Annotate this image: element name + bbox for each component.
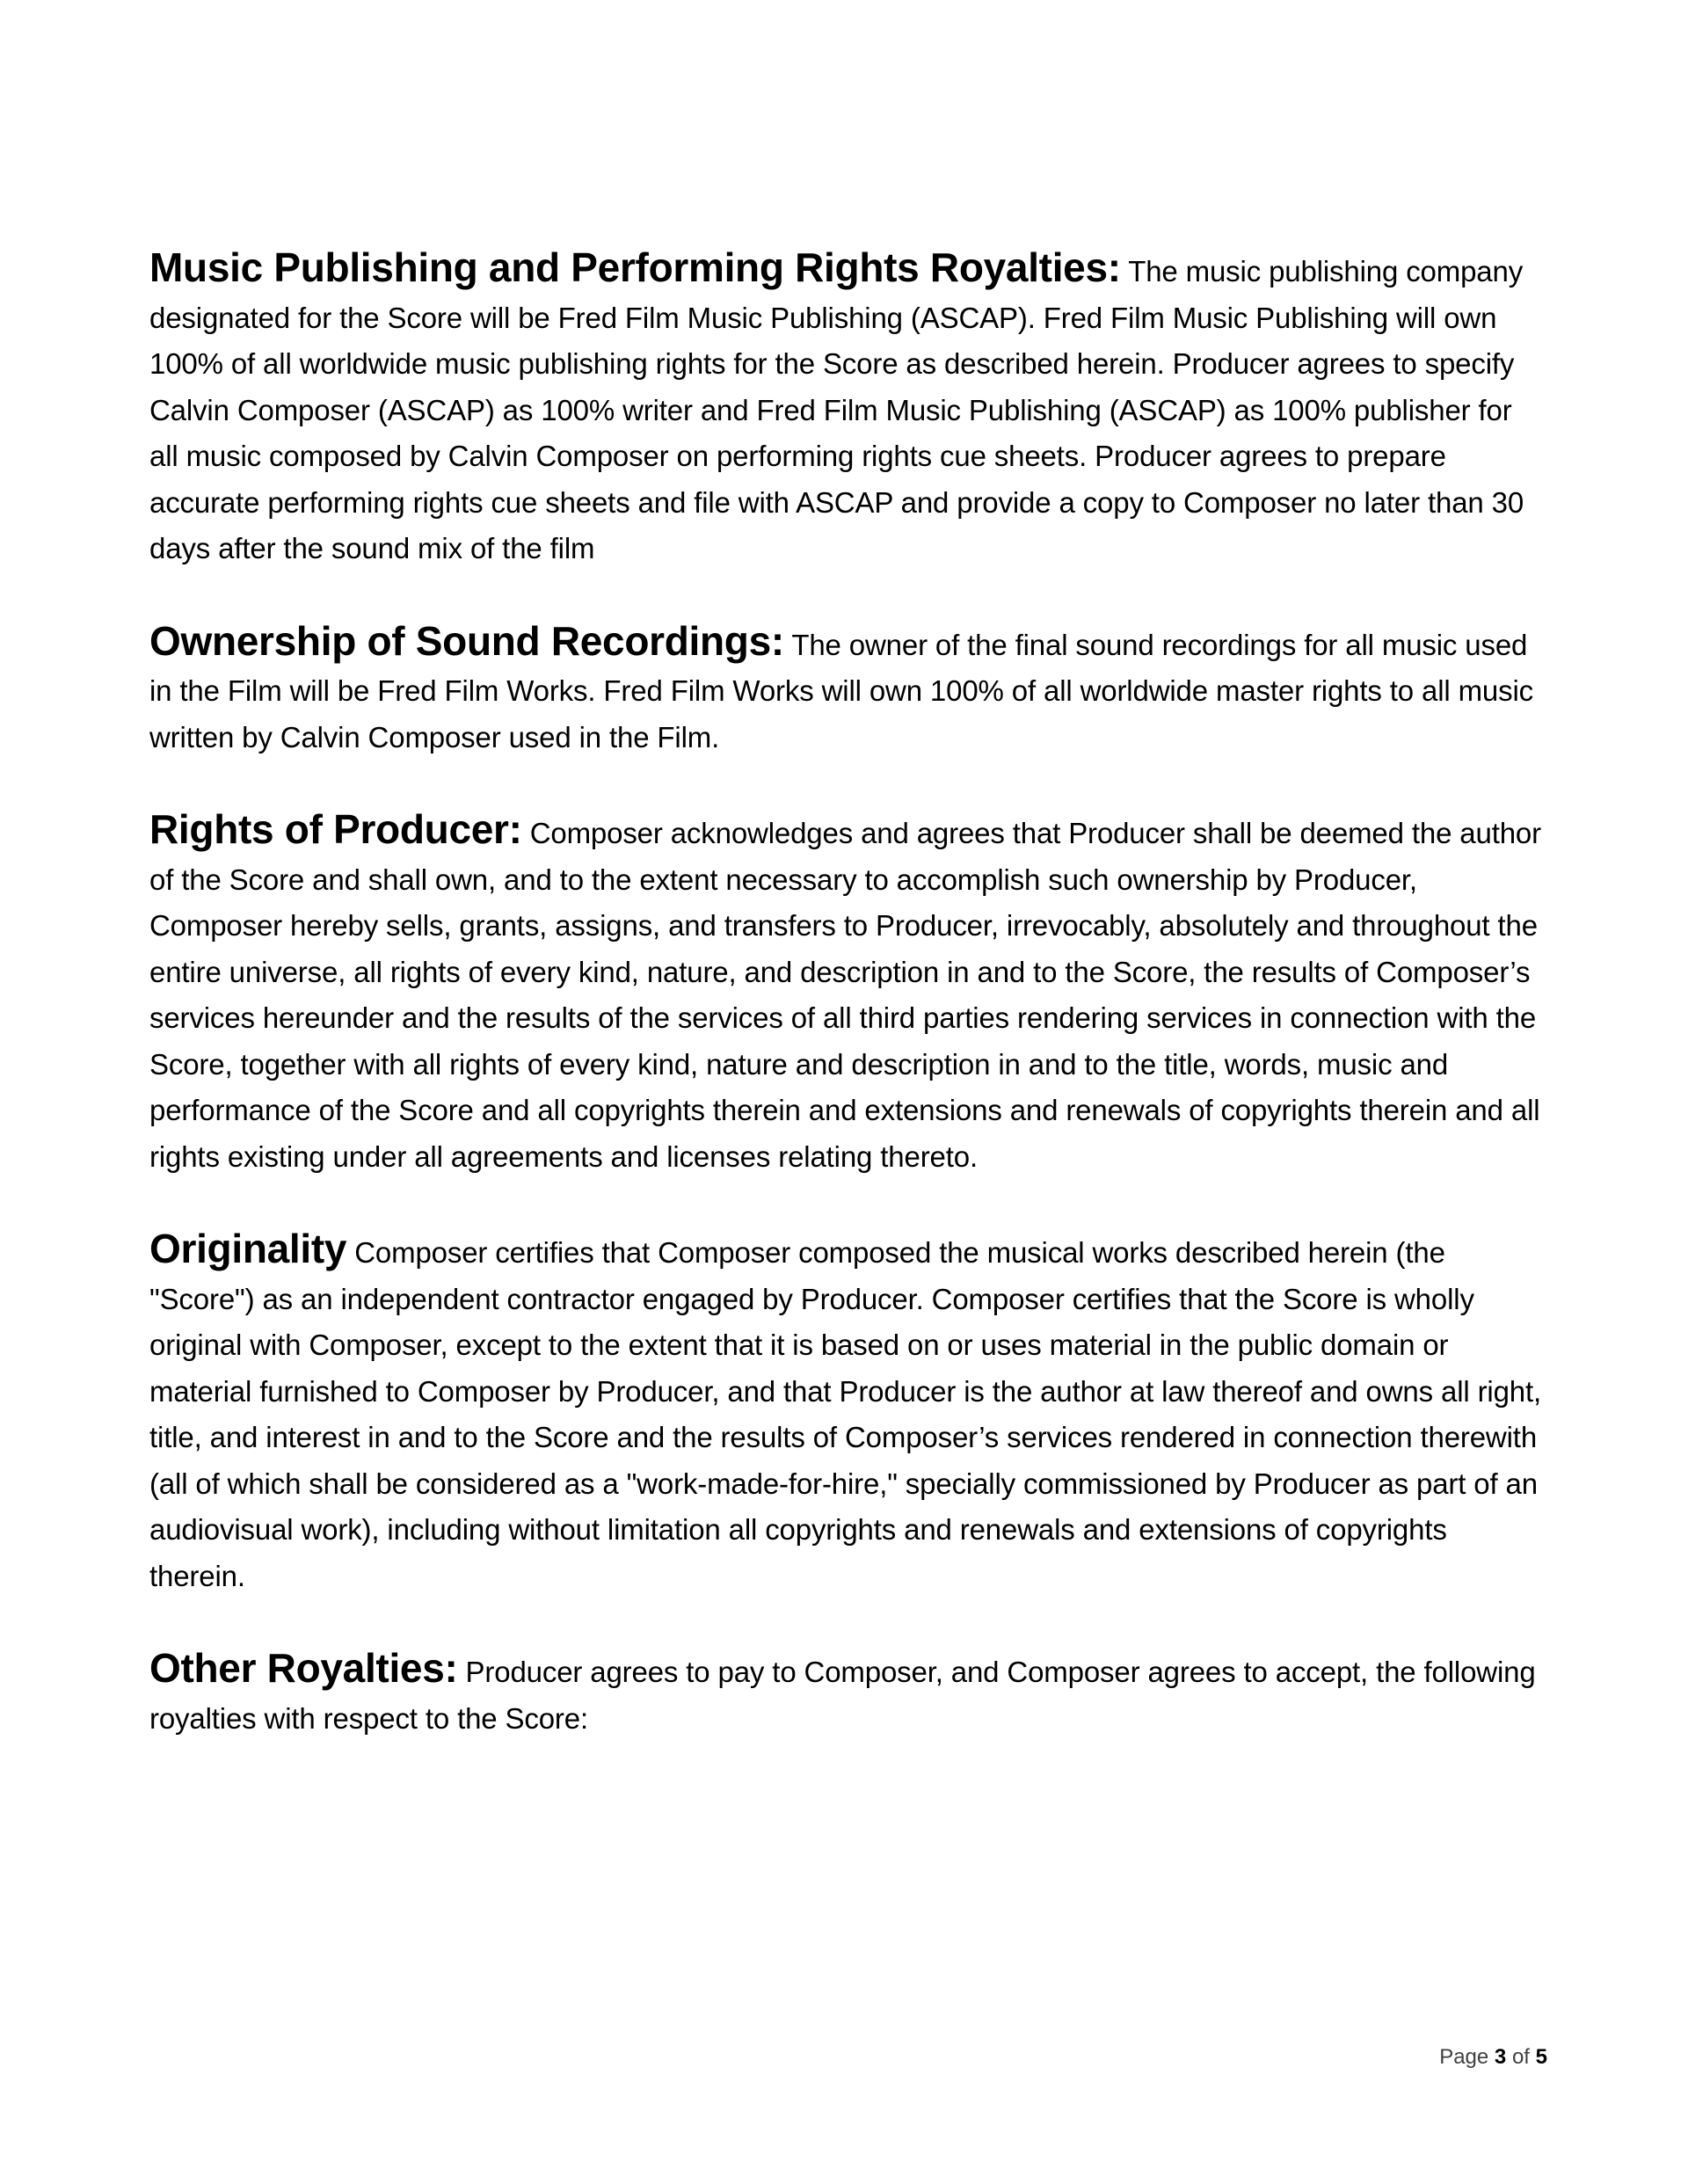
page-number [1372,2045,1547,2070]
section-body: Producer agrees to pay to Composer, and Composer agrees to accept, the following royalties with respect to the Score: [149,1656,1536,1735]
section-heading: Rights of Producer: [149,806,522,852]
section-ownership-sound-recordings [149,618,1547,761]
document-body [149,244,1547,1742]
section-heading: Music Publishing and Performing Rights Royalties: [149,244,1121,290]
section-music-publishing [149,244,1547,572]
section-heading: Ownership of Sound Recordings: [149,617,784,664]
section-body: The owner of the final sound recordings for all music used in the Film will be Fred Film Works. Fred Film Works will own 100% of all worldwide master rights to all music written by Calvin Composer used in the Film. [149,628,1534,753]
total-pages-number: 5 [1535,2045,1547,2069]
current-page-number: 3 [1494,2045,1507,2069]
section-body: The music publishing company designated for the Score will be Fred Film Music Publishing (ASCAP). Fred Film Music Publishing will own 100% of all worldwide music publishing rights for the Score as described herein. Producer agrees to specify Calvin Composer (ASCAP) as 100% writer and Fred Film Music Publishing (ASCAP) as 100% publisher for all music composed by Calvin Composer on performing rights cue sheets. Producer agrees to prepare accurate performing rights cue sheets and file with ASCAP and provide a copy to Composer no later than 30 days after the sound mix of the film [149,255,1524,564]
section-heading: Originality [149,1226,347,1271]
section-body: Composer acknowledges and agrees that Producer shall be deemed the author of the Score and shall own, and to the extent necessary to accomplish such ownership by Producer, Composer hereby sells, grants, assigns, and transfers to Producer, irrevocably, absolutely and throughout the entire universe, all rights of every kind, nature, and description in and to the Score, the results of Composer’s services hereunder and the results of the services of all third parties rendering services in connection with the Score, together with all rights of every kind, nature and description in and to the title, words, music and performance of the Score and all copyrights therein and extensions and renewals of copyrights therein and all rights existing under all agreements and licenses relating thereto. [149,817,1541,1173]
of-word: of [1511,2045,1530,2069]
section-body: Composer certifies that Composer composed the musical works described herein (the "Score") as an independent contractor engaged by Producer. Composer certifies that the Score is wholly original with Composer, except to the extent that it is based on or uses material in the public domain or material furnished to Composer by Producer, and that Producer is the author at law thereof and owns all right, title, and interest in and to the Score and the results of Composer’s services rendered in connection therewith (all of which shall be considered as a "work-made-for-hire," specially commissioned by Producer as part of an audiovisual work), including without limitation all copyrights and renewals and extensions of copyrights therein. [149,1236,1542,1592]
section-other-royalties [149,1645,1547,1742]
section-heading: Other Royalties: [149,1645,458,1691]
section-originality [149,1226,1547,1599]
section-rights-of-producer [149,806,1547,1180]
page-word: Page [1439,2045,1489,2069]
